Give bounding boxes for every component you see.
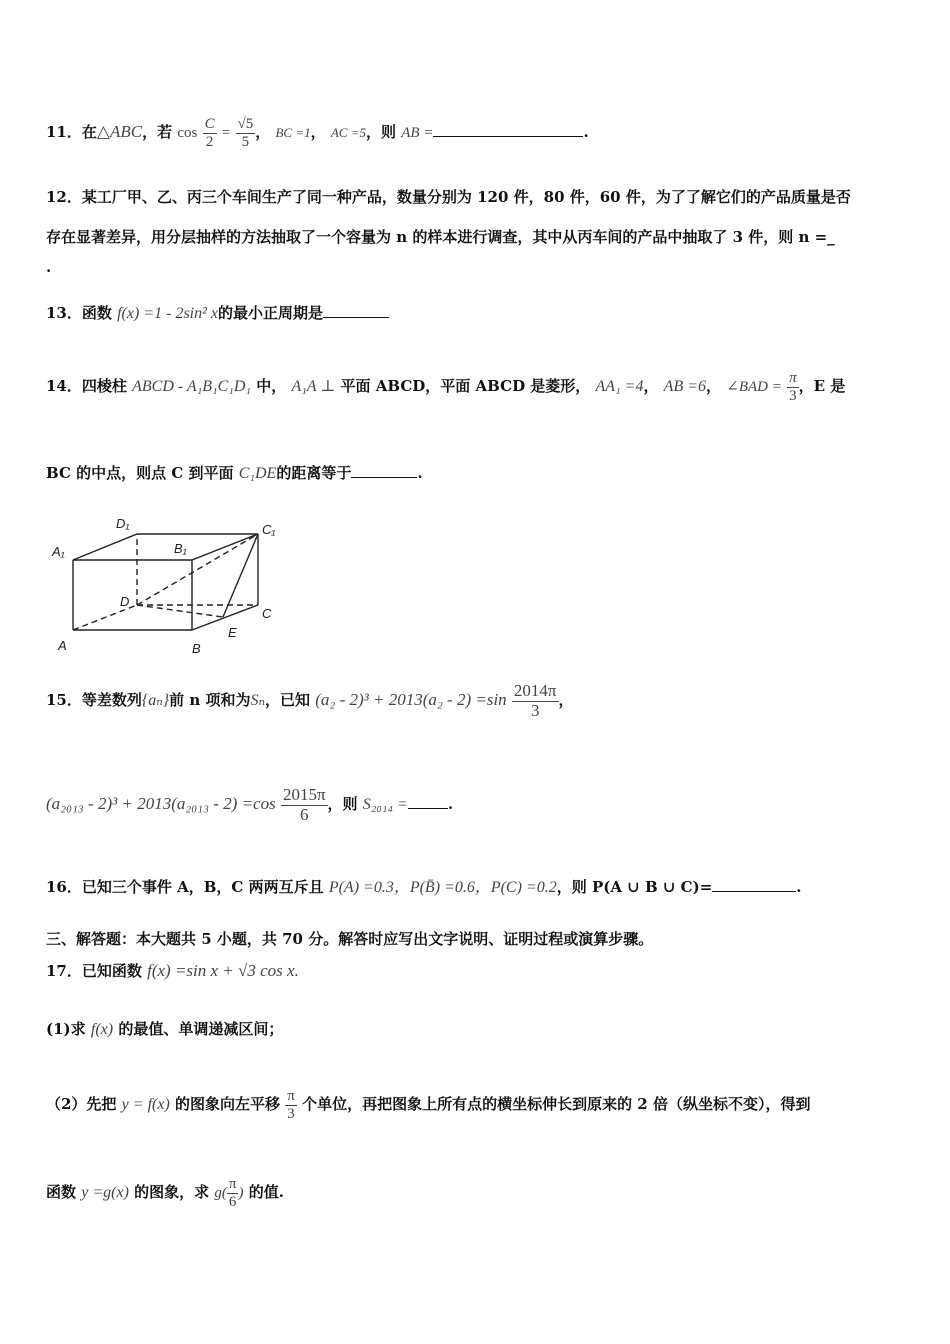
q17-part3: 函数 y =g(x) 的图象，求 g( $\frac{\pi}{6}$ ) 的值. xyxy=(46,1176,284,1210)
q11-answer-blank[interactable] xyxy=(433,136,583,137)
label-a: A xyxy=(58,638,67,653)
label-e: E xyxy=(228,625,237,640)
q16-answer-blank[interactable] xyxy=(712,891,796,892)
q12-line1: 12．某工厂甲、乙、丙三个车间生产了同一种产品，数量分别为 120 件，80 件，60 件，为了了解它们的产品质量是否 xyxy=(46,188,851,206)
edge-a1-d1 xyxy=(73,534,137,560)
label-d1: D₁ xyxy=(116,516,130,531)
q17-part1: (1)求 f(x) 的最值、单调递减区间； xyxy=(46,1020,284,1038)
prism-figure xyxy=(46,510,296,660)
label-b: B xyxy=(192,641,201,656)
q16: 16．已知三个事件 A，B，C 两两互斥且 P(A) =0.3，P(B̄) =0.6，P(C) =0.2，则 P(A ∪ B ∪ C)= . xyxy=(46,878,802,896)
q15-answer-blank[interactable] xyxy=(408,808,448,809)
q17-stem: 17．已知函数 f(x) =sin x + √3 cos x. xyxy=(46,961,299,980)
q14-frac-pi3: $\frac{\pi}{3}$ xyxy=(789,370,797,404)
q11-frac-sqrt5: $\frac{√5}{5}$ xyxy=(237,116,254,150)
q14-line2: BC 的中点，则点 C 到平面 C₁DE的距离等于 . xyxy=(46,464,423,482)
q13: 13．函数 f(x) =1 - 2sin² x的最小正周期是 xyxy=(46,302,389,323)
q17-frac-pi3: $\frac{\pi}{3}$ xyxy=(287,1088,295,1122)
q15-line2: (a₂₀₁₃ - 2)³ + 2013(a₂₀₁₃ - 2) =cos $\frac{2015\pi}{6}$ ，则 S₂₀₁₄ = . xyxy=(46,785,454,824)
q17-frac-pi6: $\frac{\pi}{6}$ xyxy=(228,1176,237,1210)
label-b1: B₁ xyxy=(174,541,187,556)
q12-line3: . xyxy=(46,258,52,276)
section-3-heading: 三、解答题：本大题共 5 小题，共 70 分。解答时应写出文字说明、证明过程或演算步骤。 xyxy=(46,930,654,948)
q15-frac-2015pi: $\frac{2015\pi}{6}$ xyxy=(282,785,326,824)
label-c1: C₁ xyxy=(262,522,276,537)
q15-frac-2014pi: $\frac{2014\pi}{3}$ xyxy=(513,681,557,720)
q14-answer-blank[interactable] xyxy=(351,477,417,478)
q14-line1: 14．四棱柱 ABCD - A₁B₁C₁D₁ 中， A₁A ⊥ 平面 ABCD，平面 ABCD 是菱形， AA₁ =4， AB =6， ∠BAD = $\frac{\pi}{3}$ ，E 是 xyxy=(46,370,846,404)
q13-answer-blank[interactable] xyxy=(323,317,389,318)
label-a1: A₁ xyxy=(52,544,65,559)
q11-frac-c2: $\frac{C}{2}$ xyxy=(204,116,215,150)
q17-part2: （2）先把 y = f(x) 的图象向左平移 $\frac{\pi}{3}$ 个单位，再把图象上所有点的横坐标伸长到原来的 2 倍（纵坐标不变），得到 xyxy=(46,1088,811,1122)
hidden-d-e xyxy=(137,605,223,617)
edge-b-c xyxy=(192,605,258,630)
label-c: C xyxy=(262,606,272,621)
q12-line2: 存在显著差异，用分层抽样的方法抽取了一个容量为 n 的样本进行调查，其中从丙车间的产品中抽取了 3 件，则 n =_ xyxy=(46,228,835,246)
label-d: D xyxy=(120,594,130,609)
hidden-d-c1 xyxy=(137,534,258,605)
q11: 11．在△ABC，若 cos $\frac{C}{2}$ = $\frac{√5}{5}$ ， BC =1， AC =5，则 AB = . xyxy=(46,116,589,150)
q15-line1: 15．等差数列{aₙ}前 n 项和为Sₙ，已知 (a₂ - 2)³ + 2013(a₂ - 2) =sin $\frac{2014\pi}{3}$ ， xyxy=(46,681,574,720)
